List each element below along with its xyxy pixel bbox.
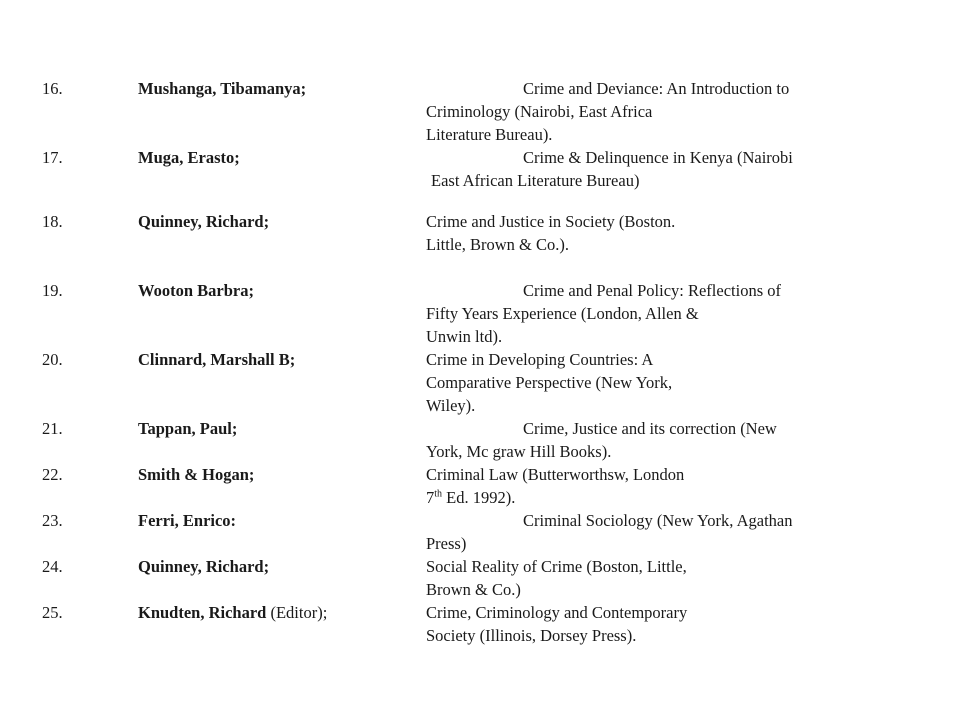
reference-title-line: Crime and Penal Policy: Reflections of [523,281,781,300]
reference-title-line: York, Mc graw Hill Books). [426,442,612,461]
reference-title-line: Crime, Criminology and Contemporary [426,603,688,622]
reference-number: 22. [42,465,63,484]
reference-title-line: East African Literature Bureau) [431,171,640,190]
reference-author: Muga, Erasto; [138,148,240,167]
reference-title-line: Press) [426,534,467,553]
reference-title-line: Criminal Law (Butterworthsw, London [426,465,685,484]
edition-number: 7 [426,488,435,507]
edition-text: Ed. 1992). [442,488,516,507]
reference-title-line: Crime in Developing Countries: A [426,350,654,369]
reference-author: Wooton Barbra; [138,281,254,300]
reference-title-line: Criminology (Nairobi, East Africa [426,102,653,121]
reference-number: 25. [42,603,63,622]
reference-author: Ferri, Enrico: [138,511,237,530]
reference-title-line: Little, Brown & Co.). [426,235,569,254]
reference-title-line: Crime and Justice in Society (Boston. [426,212,676,231]
reference-edition-line [426,490,515,507]
reference-title-line: Criminal Sociology (New York, Agathan [523,511,793,530]
reference-number: 17. [42,148,63,167]
reference-number: 24. [42,557,63,576]
reference-author: Tappan, Paul; [138,419,238,438]
reference-title-line: Crime and Deviance: An Introduction to [523,79,790,98]
reference-author: Quinney, Richard; [138,557,270,576]
reference-number: 18. [42,212,63,231]
reference-number: 19. [42,281,63,300]
edition-ordinal: th [434,488,443,500]
reference-title-line: Literature Bureau). [426,125,553,144]
reference-author: Quinney, Richard; [138,212,270,231]
reference-title-line: Fifty Years Experience (London, Allen & [426,304,699,323]
reference-author: Smith & Hogan; [138,465,255,484]
reference-title-line: Wiley). [426,396,476,415]
reference-title-line: Society (Illinois, Dorsey Press). [426,626,637,645]
reference-number: 21. [42,419,63,438]
reference-number: 16. [42,79,63,98]
reference-author-role: (Editor); [266,603,328,622]
reference-author: Clinnard, Marshall B; [138,350,296,369]
reference-author: Mushanga, Tibamanya; [138,79,307,98]
reference-title-line: Crime, Justice and its correction (New [523,419,777,438]
reference-number: 20. [42,350,63,369]
reference-author-line [138,605,327,622]
reference-title-line: Brown & Co.) [426,580,521,599]
reference-title-line: Comparative Perspective (New York, [426,373,673,392]
reference-title-line: Crime & Delinquence in Kenya (Nairobi [523,148,793,167]
reference-title-line: Unwin ltd). [426,327,503,346]
reference-number: 23. [42,511,63,530]
reference-author: Knudten, Richard [138,603,267,622]
reference-title-line: Social Reality of Crime (Boston, Little, [426,557,687,576]
